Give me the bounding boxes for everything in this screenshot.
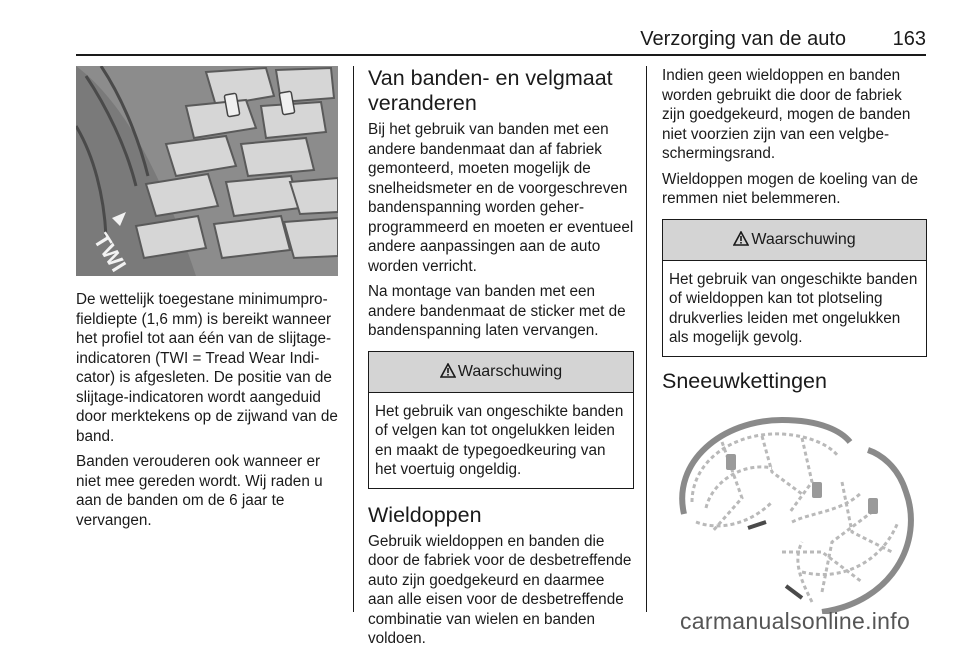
snow-chain-figure — [662, 402, 927, 614]
warning-header — [663, 220, 926, 261]
column-divider-2 — [646, 66, 647, 612]
watermark: carmanualsonline.info — [680, 608, 911, 634]
page-number: 163 — [892, 28, 926, 50]
snow-chain-illustration — [662, 402, 924, 614]
paragraph: Gebruik wieldoppen en banden die door de fabriek voor de desbetreffende auto zijn goedgekeurd en daarmee aan alle eisen voor de desbetreffende combinatie van wielen en banden voldoen. — [368, 532, 632, 647]
column-2 — [368, 66, 634, 655]
header-rule — [76, 54, 926, 56]
paragraph: Indien geen wieldoppen en banden worden gebruikt die door de fabriek zijn goedgekeurd, mogen de banden niet voorzien zijn van een velgbeschermingsrand. — [662, 67, 911, 162]
warning-box — [368, 351, 634, 489]
warning-box — [662, 219, 927, 357]
warning-title: Waarschuwing — [751, 230, 856, 248]
warning-text: Het gebruik van ongeschikte banden of wieldoppen kan tot plotseling drukverlies leiden met ongelukken als mogelijk gevolg. — [669, 270, 918, 346]
tire-tread-figure — [76, 66, 338, 276]
paragraph: Wieldoppen mogen de koeling van de remmen niet belemmeren. — [662, 170, 918, 207]
tire-tread-illustration — [76, 66, 338, 276]
warning-header — [369, 352, 633, 393]
warning-triangle-icon — [440, 354, 456, 394]
section-heading: Sneeuwkettingen — [662, 368, 827, 393]
paragraph: Bij het gebruik van banden met een andere bandenmaat dan af fabriek gemonteerd, moeten mogelijk de snelheidsmeter en de voorgeschreven bandenspanning worden geherprogrammeerd en moeten er eventueel andere aanpassingen aan de auto worden verricht. — [368, 121, 634, 275]
column-3 — [662, 66, 927, 614]
header-title: Verzorging van de auto — [640, 28, 846, 50]
column-1 — [76, 66, 341, 536]
paragraph: De wettelijk toegestane minimumprofieldiepte (1,6 mm) is bereikt wanneer het profiel tot aan één van de slijtageindicatoren (TWI = Tread Wear Indicator) is afgesleten. De positie van de slijtage-indicatoren wordt aangeduid door merktekens op de zijwand van de band. — [76, 291, 338, 445]
warning-text: Het gebruik van ongeschikte banden of velgen kan tot ongelukken leiden en maakt de typegoedkeuring van het voertuig ongeldig. — [375, 402, 624, 478]
column-divider-1 — [353, 66, 354, 612]
section-heading: Wieldoppen — [368, 502, 482, 527]
warning-triangle-icon — [733, 222, 749, 262]
twi-label: TWI — [88, 228, 132, 276]
paragraph: Banden verouderen ook wanneer er niet mee gereden wordt. Wij raden u aan de banden om de 6 jaar te vervangen. — [76, 453, 323, 529]
warning-title: Waarschuwing — [457, 362, 563, 380]
section-heading: Van banden- en velgmaat veranderen — [368, 66, 613, 115]
paragraph: Na montage van banden met een andere bandenmaat de sticker met de bandenspanning laten vervangen. — [368, 283, 626, 339]
